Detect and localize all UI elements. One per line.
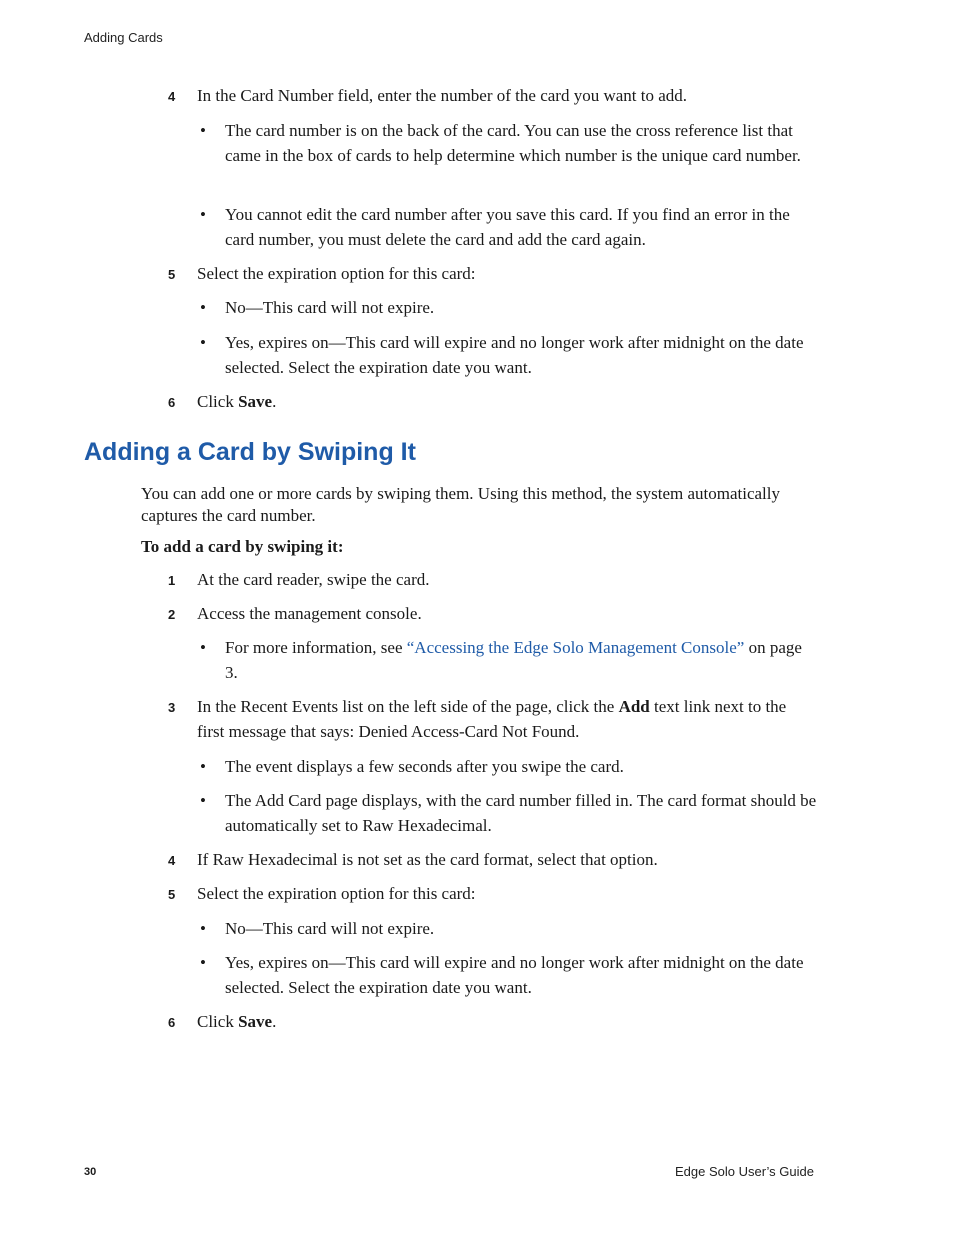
step-number: 4 [168, 853, 176, 868]
add-ui-label: Add [618, 697, 650, 716]
click-text: Click [197, 1012, 239, 1031]
bullet-glyph: • [200, 791, 206, 810]
bullet-text [225, 635, 817, 685]
bullet-text: The event displays a few seconds after you swipe the card. [225, 757, 624, 776]
period: . [272, 1012, 277, 1031]
bullet-text: Yes, expires on—This card will expire and no longer work after midnight on the date selected. Select the expiration date you want. [225, 333, 804, 377]
step-number: 6 [168, 395, 176, 410]
step-number: 2 [168, 607, 176, 622]
bullet-glyph: • [200, 919, 206, 938]
bullet-prefix: For more information, see [225, 638, 407, 657]
save-ui-label: Save [238, 1012, 273, 1031]
bullet-text: No—This card will not expire. [225, 919, 435, 938]
step-text: Select the expiration option for this card: [197, 884, 476, 903]
step-text: In the Card Number field, enter the number of the card you want to add. [197, 86, 688, 105]
step-text: At the card reader, swipe the card. [197, 570, 430, 589]
guide-title: Edge Solo User’s Guide [675, 1164, 814, 1179]
step-number: 3 [168, 700, 176, 715]
bullet-text: You cannot edit the card number after you save this card. If you find an error in the card number, you must delete the card and add the card again. [225, 205, 790, 249]
bullet-glyph: • [200, 638, 206, 657]
bullet-glyph: • [200, 121, 206, 140]
bullet-glyph: • [200, 298, 206, 317]
bullet-text: Yes, expires on—This card will expire and no longer work after midnight on the date selected. Select the expiration date you want. [225, 953, 804, 997]
page-number: 30 [84, 1166, 97, 1178]
step-number: 5 [168, 887, 176, 902]
step-text: Access the management console. [197, 604, 422, 623]
running-header: Adding Cards [84, 30, 163, 45]
step-number: 4 [168, 89, 176, 104]
bullet-glyph: • [200, 205, 206, 224]
intro-paragraph: You can add one or more cards by swiping them. Using this method, the system automatically captures the card number. [141, 484, 780, 525]
step-number: 5 [168, 267, 176, 282]
bullet-glyph: • [200, 757, 206, 776]
bullet-text: No—This card will not expire. [225, 298, 435, 317]
period: . [272, 392, 277, 411]
step-text: Select the expiration option for this card: [197, 264, 476, 283]
bullet-text: The Add Card page displays, with the card number filled in. The card format should be automatically set to Raw Hexadecimal. [225, 791, 817, 835]
bullet-glyph: • [200, 953, 206, 972]
bullet-suffix: on page 3. [225, 638, 802, 682]
step-number: 1 [168, 573, 176, 588]
bullet-glyph: • [200, 333, 206, 352]
step-text [197, 389, 817, 414]
step-text-post: text link next to the first message that says: Denied Access-Card Not Found. [197, 697, 787, 741]
save-ui-label: Save [238, 392, 273, 411]
bullet-text: The card number is on the back of the card. You can use the cross reference list that came in the box of cards to help determine which number is the unique card number. [225, 121, 801, 165]
step-text [197, 694, 817, 744]
procedure-title: To add a card by swiping it: [141, 537, 344, 556]
step-text-pre: In the Recent Events list on the left side of the page, click the [197, 697, 619, 716]
section-heading: Adding a Card by Swiping It [84, 438, 416, 466]
console-cross-reference-link[interactable]: “Accessing the Edge Solo Management Console” [406, 638, 745, 657]
step-number: 6 [168, 1015, 176, 1030]
step-text: If Raw Hexadecimal is not set as the card format, select that option. [197, 850, 658, 869]
step-text [197, 1009, 817, 1034]
click-text: Click [197, 392, 239, 411]
